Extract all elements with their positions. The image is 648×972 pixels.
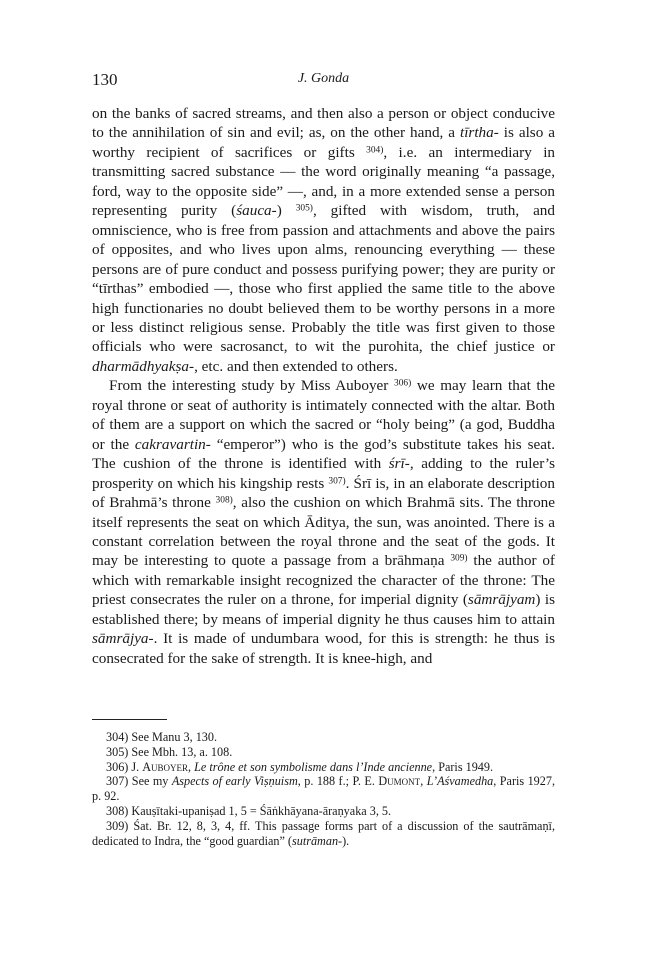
italic-term: tīrtha- [459,124,499,142]
paragraph-continued [92,104,555,376]
footnote-ref: 306) [394,378,412,389]
text-run: the author of which with remarkable insight recognized the character of the throne: The priest consecrates the ruler on a throne, for imperial dignity ( [92,552,555,609]
text-run: is also a worthy recipient of sacrifices or gifts [92,124,555,161]
text-run: 306) J. [106,759,143,774]
main-text [92,104,555,668]
text-run: , i.e. an intermediary in transmitting sacred substance — the word originally meaning “a passage, ford, way to the opposite side” —, and, in a more extended sense a person representing purity ( [92,143,556,220]
text-run: From the interesting study by Miss Auboyer [109,377,394,395]
footnote-304 [92,730,555,745]
italic-term: śrī- [388,455,410,473]
page-number: 130 [92,70,118,89]
italic-term: Le trône et son symbolisme dans l’Inde ancienne [194,759,433,774]
footnote-307 [92,774,555,804]
text-run: , Paris 1927, p. 92. [92,774,556,804]
italic-term: dharmādhyakṣa- [92,357,195,375]
text-run: 307) See my [106,774,172,789]
footnote-ref: 307) [328,475,346,486]
italic-term: sāmrājya- [92,630,154,648]
text-run: ) [276,202,296,220]
text-run: . Śrī is, in an elaborate description of Brahmā’s throne [92,474,555,512]
text-run: we may learn that the royal throne or seat of authority is intimately connected with the altar. Both of them are a support on which the sacred or “holy being” (a god, Buddha or the [92,377,555,453]
italic-term: Aspects of early Viṣṇuism [171,774,298,789]
author-name: Auboyer [142,759,189,774]
text-run: 309) Śat. Br. 12, 8, 3, 4, ff. This passage forms part of a discussion of the sautrāmaṇī, dedicated to Indra, the “good guardian” ( [92,818,555,848]
text-run: ). [342,833,350,848]
italic-term: cakravartin- [134,435,211,453]
italic-term: śauca- [236,202,277,220]
footnote-308 [92,804,555,819]
text-run: 305) See Mbh. 13, a. 108. [106,744,233,759]
footnote-ref: 308) [215,495,233,506]
text-run: “emperor”) who is the god’s substitute takes his seat. The cushion of the throne is identified with [92,435,555,473]
text-run: , also the cushion on which Brahmā sits. The throne itself represents the seat on which Āditya, the sun, was anointed. There is a constant correlation between the royal throne and the seat of the gods. It may be interesting to quote a passage from a brāhmaṇa [92,494,555,570]
text-run: on the banks of sacred streams, and then also a person or object conducive to the annihilation of sin and evil; as, on the other hand, a [92,105,555,142]
text-run: . It is made of undumbara wood, for this is strength: he thus is consecrated for the sake of strength. It is knee-high, and [92,630,555,667]
author-name: Dumont [378,774,421,789]
running-head: J. Gonda [297,71,350,86]
text-run: , [188,759,195,774]
text-run: , etc. and then extended to others. [194,357,398,375]
italic-term: L’Aśvamedha [426,774,494,789]
text-run: , [420,774,427,789]
footnote-309 [92,819,555,849]
text-run: , adding to the ruler’s prosperity on which his kingship rests [92,455,555,492]
text-run: , p. 188 f.; P. E. [297,774,379,789]
italic-term: sāmrājyam [467,591,536,609]
text-run: , gifted with wisdom, truth, and omniscience, who is free from passion and attachments and above the pairs of opposites, and who lives upon alms, renouncing everything — these persons are of pure conduct and possess purifying power; they are purity or “tīrthas” embodied —, those who first applied the same title to the above high functionaries no doubt believed them to be worthy persons in a more or less distinct religious sense. Probably the title was first given to those officials who were sacrosanct, to wit the purohita, the chief justice or [92,202,555,356]
text-run: 308) Kauṣītaki-upaniṣad 1, 5 = Śāṅkhāyana-āraṇyaka 3, 5. [106,803,392,818]
footnote-rule [92,719,167,720]
paragraph-auboyer [92,376,555,668]
footnotes [92,730,555,848]
footnote-ref: 304) [366,145,384,156]
text-run: 304) See Manu 3, 130. [106,730,218,744]
footnote-305 [92,745,555,760]
text-run: , Paris 1949. [432,759,494,774]
footnote-ref: 309) [450,553,468,564]
text-run: ) is established there; by means of imperial dignity he thus causes him to attain [92,591,555,628]
page-header [92,70,555,94]
footnote-ref: 305) [295,203,313,214]
footnote-306 [92,760,555,775]
italic-term: sutrāman- [292,833,343,848]
